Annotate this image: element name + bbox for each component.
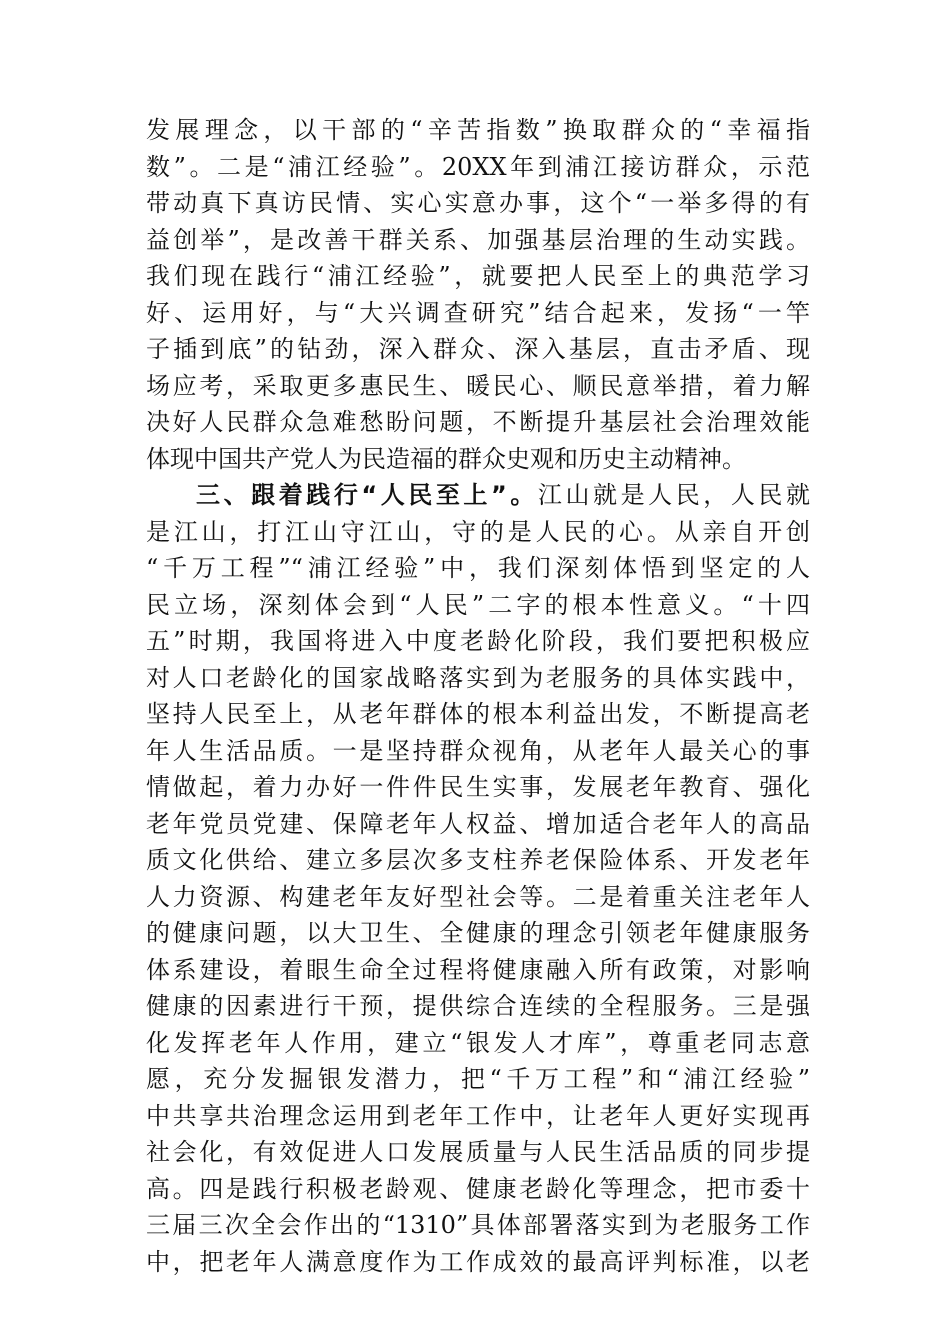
text-line: 我们现在践行“浦江经验”，就要把人民至上的典范学习: [146, 262, 810, 290]
text-line: 数”。二是“浦江经验”。20XX年到浦江接访群众，示范: [146, 152, 810, 181]
text-line: 中共享共治理念运用到老年工作中，让老年人更好实现再: [146, 1101, 810, 1130]
text-line: 五”时期，我国将进入中度老龄化阶段，我们要把积极应: [146, 627, 810, 655]
text-line: 化发挥老年人作用，建立“银发人才库”，尊重老同志意: [146, 1028, 810, 1057]
text-line: 带动真下真访民情、实心实意办事，这个“一举多得的有: [146, 189, 810, 217]
text-line: 民立场，深刻体会到“人民”二字的根本性意义。“十四: [146, 590, 810, 619]
text-line: 老年党员党建、保障老年人权益、增加适合老年人的高品: [146, 809, 810, 838]
section-3-first-line: [146, 477, 810, 514]
text-line: 决好人民群众急难愁盼问题，不断提升基层社会治理效能: [146, 408, 810, 436]
section-3-first-text: 江山就是人民，人民就: [537, 481, 811, 509]
text-line: 子插到底”的钻劲，深入群众、深入基层，直击矛盾、现: [146, 335, 810, 363]
text-line: “千万工程”“浦江经验”中，我们深刻体悟到坚定的人: [146, 554, 810, 582]
text-line: 体现中国共产党人为民造福的群众史观和历史主动精神。: [146, 444, 746, 473]
text-line: 质文化供给、建立多层次多支柱养老保险体系、开发老年: [146, 846, 810, 874]
text-line: 中，把老年人满意度作为工作成效的最高评判标准，以老: [146, 1247, 810, 1276]
text-line: 坚持人民至上，从老年群体的根本利益出发，不断提高老: [146, 700, 810, 728]
text-line: 好、运用好，与“大兴调查研究”结合起来，发扬“一竿: [146, 298, 810, 327]
text-line: 体系建设，着眼生命全过程将健康融入所有政策，对影响: [146, 955, 810, 984]
text-line: 情做起，着力办好一件件民生实事，发展老年教育、强化: [146, 773, 810, 801]
text-line: 的健康问题，以大卫生、全健康的理念引领老年健康服务: [146, 919, 810, 947]
text-line: 三届三次全会作出的“1310”具体部署落实到为老服务工作: [146, 1211, 810, 1239]
text-line: 对人口老龄化的国家战略落实到为老服务的具体实践中，: [146, 663, 810, 692]
text-line: 是江山，打江山守江山，守的是人民的心。从亲自开创: [146, 517, 810, 546]
text-line: 愿，充分发掘银发潜力，把“千万工程”和“浦江经验”: [146, 1065, 810, 1093]
text-line: 益创举”，是改善干群关系、加强基层治理的生动实践。: [146, 225, 810, 254]
text-line: 社会化，有效促进人口发展质量与人民生活品质的同步提: [146, 1138, 810, 1166]
text-line: 健康的因素进行干预，提供综合连续的全程服务。三是强: [146, 992, 810, 1020]
body-text: [146, 112, 810, 1280]
text-line: 年人生活品质。一是坚持群众视角，从老年人最关心的事: [146, 736, 810, 765]
text-line: 人力资源、构建老年友好型社会等。二是着重关注老年人: [146, 882, 810, 911]
text-line: 场应考，采取更多惠民生、暖民心、顺民意举措，着力解: [146, 371, 810, 400]
section-3-heading: 三、跟着践行“人民至上”。: [196, 481, 538, 509]
text-line: 高。四是践行积极老龄观、健康老龄化等理念，把市委十: [146, 1174, 810, 1203]
text-line: 发展理念，以干部的“辛苦指数”换取群众的“幸福指: [146, 116, 810, 144]
